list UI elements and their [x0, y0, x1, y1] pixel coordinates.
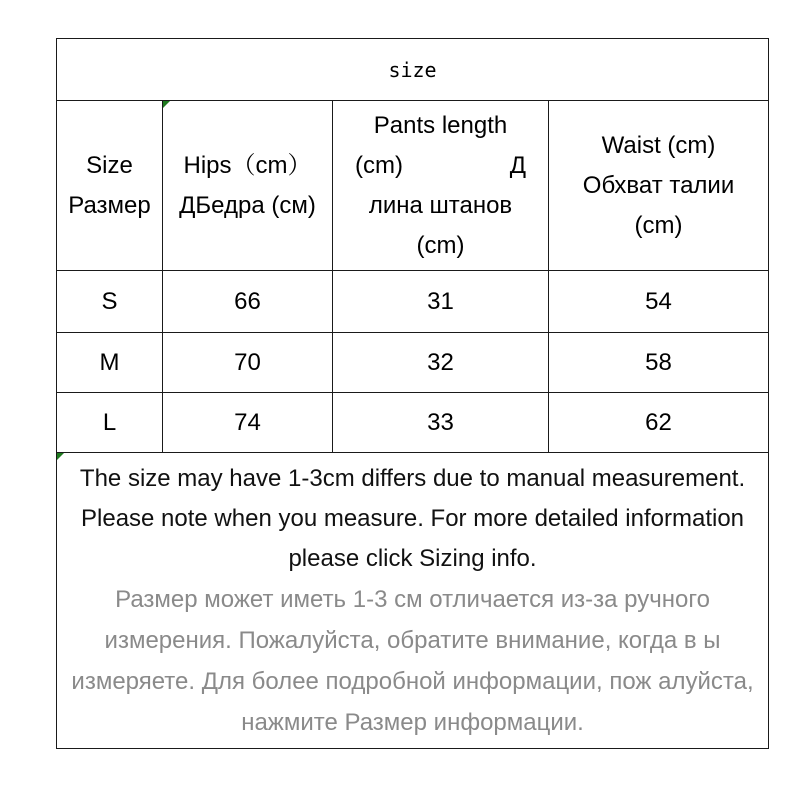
cell-waist: 54 [549, 271, 769, 333]
header-hips [163, 101, 333, 271]
header-pants-line2: (cm) Д [355, 151, 526, 179]
cell-pants-length: 32 [333, 333, 549, 393]
cell-size: L [57, 393, 163, 453]
cell-hips: 74 [163, 393, 333, 453]
header-size-en: Size [86, 151, 133, 179]
cell-size: M [57, 333, 163, 393]
size-note-english: The size may have 1-3cm differs due to manual measurement. Please note when you measure. For more detailed information please click Sizing info. [79, 464, 746, 572]
header-pants-line1: Pants length [373, 111, 508, 139]
header-waist-ru: Обхват талии [582, 171, 735, 199]
header-hips-en: Hips（cm） [183, 151, 312, 179]
header-waist-unit: (cm) [634, 211, 683, 239]
table-row [57, 271, 769, 333]
table-title: size [57, 39, 769, 101]
cell-pants-length: 31 [333, 271, 549, 333]
header-waist [549, 101, 769, 271]
cell-hips: 70 [163, 333, 333, 393]
cell-hips: 66 [163, 271, 333, 333]
size-chart-table [56, 38, 769, 749]
cell-pants-length: 33 [333, 393, 549, 453]
header-size-ru: Размер [68, 191, 151, 219]
cell-size: S [57, 271, 163, 333]
header-pants-line4: (cm) [416, 231, 465, 259]
size-note [57, 453, 769, 749]
header-pants-length [333, 101, 549, 271]
table-row [57, 393, 769, 453]
cell-marker-icon [57, 453, 64, 460]
cell-waist: 58 [549, 333, 769, 393]
size-note-russian: Размер может иметь 1-3 см отличается из-за ручного измерения. Пожалуйста, обратите внимание, когда в ы измеряете. Для более подробной информации, пож алуйста, нажмите Размер информации. [71, 585, 754, 736]
cell-marker-icon [163, 101, 170, 108]
header-pants-line3: лина штанов [368, 191, 513, 219]
table-row [57, 333, 769, 393]
header-waist-en: Waist (cm) [601, 131, 716, 159]
header-hips-ru: ДБедра (см) [179, 191, 316, 219]
header-size [57, 101, 163, 271]
cell-waist: 62 [549, 393, 769, 453]
header-row [57, 101, 769, 271]
